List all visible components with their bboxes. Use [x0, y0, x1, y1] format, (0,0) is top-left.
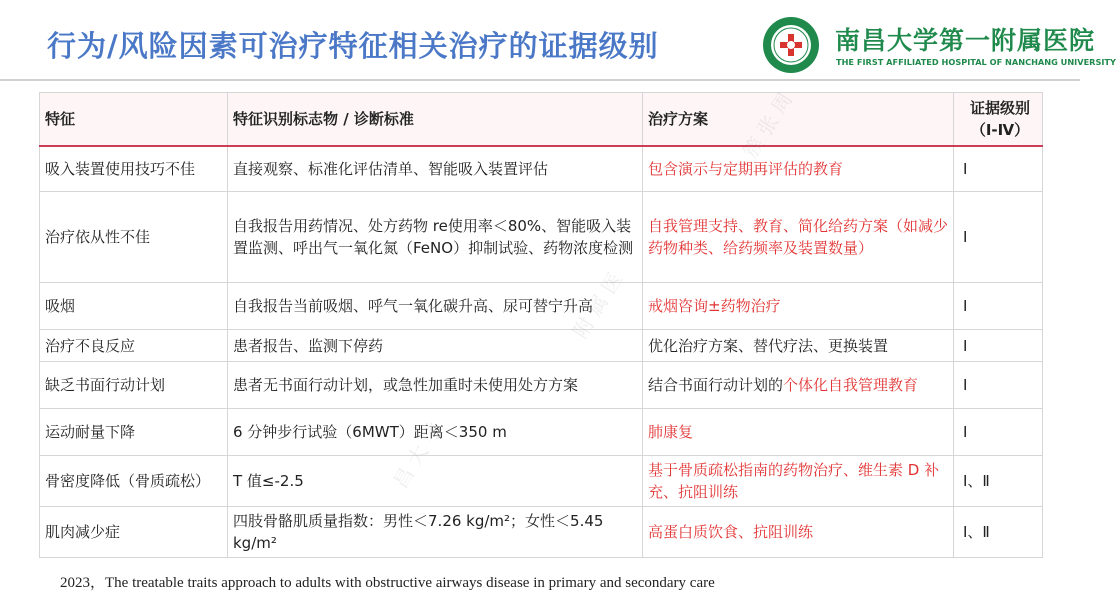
watermark-glyph: 附 属 医 — [568, 268, 628, 343]
cell-trait: 缺乏书面行动计划 — [40, 362, 228, 409]
cell-marker: 6 分钟步行试验（6MWT）距离＜350 m — [228, 409, 643, 456]
cell-treatment — [643, 362, 954, 409]
watermark-glyph: 昌 大 学 — [388, 418, 448, 493]
cell-marker: 患者无书面行动计划，或急性加重时未使用处方方案 — [228, 362, 643, 409]
evidence-table — [39, 92, 1043, 558]
cell-marker: 自我报告当前吸烟、呼气一氧化碳升高、尿可替宁升高 — [228, 283, 643, 330]
table-row — [40, 283, 1043, 330]
cell-marker: 患者报告、监测下停药 — [228, 330, 643, 362]
watermark-glyph: 簇 张 周 — [738, 88, 798, 163]
cell-level: Ⅰ — [954, 362, 1043, 409]
cell-level: Ⅰ、Ⅱ — [954, 507, 1043, 558]
cell-trait: 治疗不良反应 — [40, 330, 228, 362]
cell-treatment: 戒烟咨询±药物治疗 — [643, 283, 954, 330]
cell-trait: 运动耐量下降 — [40, 409, 228, 456]
cell-treatment: 高蛋白质饮食、抗阻训练 — [643, 507, 954, 558]
cell-level: Ⅰ — [954, 283, 1043, 330]
table-row — [40, 146, 1043, 192]
cell-treatment: 自我管理支持、教育、简化给药方案（如减少药物种类、给药频率及装置数量） — [643, 192, 954, 283]
table-row — [40, 409, 1043, 456]
header-treatment: 治疗方案 — [643, 93, 954, 146]
table-header-row — [40, 93, 1043, 146]
hospital-name-cn: 南昌大学第一附属医院 — [835, 26, 1096, 55]
cell-marker: 四肢骨骼肌质量指数：男性＜7.26 kg/m²；女性＜5.45 kg/m² — [228, 507, 643, 558]
citation-text: 2023，The treatable traits approach to adults with obstructive airways disease in primary and secondary care — [60, 575, 715, 591]
title-divider — [0, 79, 1080, 81]
cell-level: Ⅰ — [954, 409, 1043, 456]
treatment-plain-text: 结合书面行动计划的 — [648, 376, 784, 394]
cell-level: Ⅰ、Ⅱ — [954, 456, 1043, 507]
table-row — [40, 330, 1043, 362]
cell-treatment: 肺康复 — [643, 409, 954, 456]
cell-trait: 吸烟 — [40, 283, 228, 330]
cell-trait: 肌肉减少症 — [40, 507, 228, 558]
cell-level: Ⅰ — [954, 146, 1043, 192]
slide-title: 行为/风险因素可治疗特征相关治疗的证据级别 — [47, 29, 659, 63]
cell-level: Ⅰ — [954, 330, 1043, 362]
hospital-name-en: THE FIRST AFFILIATED HOSPITAL OF NANCHANG UNIVERSITY — [836, 57, 1116, 67]
cell-marker: 直接观察、标准化评估清单、智能吸入装置评估 — [228, 146, 643, 192]
cell-treatment: 包含演示与定期再评估的教育 — [643, 146, 954, 192]
cell-trait: 治疗依从性不佳 — [40, 192, 228, 283]
cell-treatment: 优化治疗方案、替代疗法、更换装置 — [643, 330, 954, 362]
table-row — [40, 362, 1043, 409]
table-row — [40, 507, 1043, 558]
header-evidence: 证据级别（Ⅰ-Ⅳ） — [954, 93, 1043, 146]
cell-marker: 自我报告用药情况、处方药物 re使用率＜80%、智能吸入装置监测、呼出气一氧化氮（FeNO）抑制试验、药物浓度检测 — [228, 192, 643, 283]
cell-trait: 吸入装置使用技巧不佳 — [40, 146, 228, 192]
hospital-logo — [762, 16, 1116, 74]
header-trait: 特征 — [40, 93, 228, 146]
header-marker: 特征识别标志物 / 诊断标准 — [228, 93, 643, 146]
table-row — [40, 456, 1043, 507]
cell-marker: T 值≤-2.5 — [228, 456, 643, 507]
table-row — [40, 192, 1043, 283]
cell-trait: 骨密度降低（骨质疏松） — [40, 456, 228, 507]
hospital-seal-icon — [762, 16, 820, 74]
cell-level: Ⅰ — [954, 192, 1043, 283]
cell-treatment: 基于骨质疏松指南的药物治疗、维生素 D 补充、抗阻训练 — [643, 456, 954, 507]
treatment-highlight-text: 个体化自我管理教育 — [783, 376, 919, 394]
